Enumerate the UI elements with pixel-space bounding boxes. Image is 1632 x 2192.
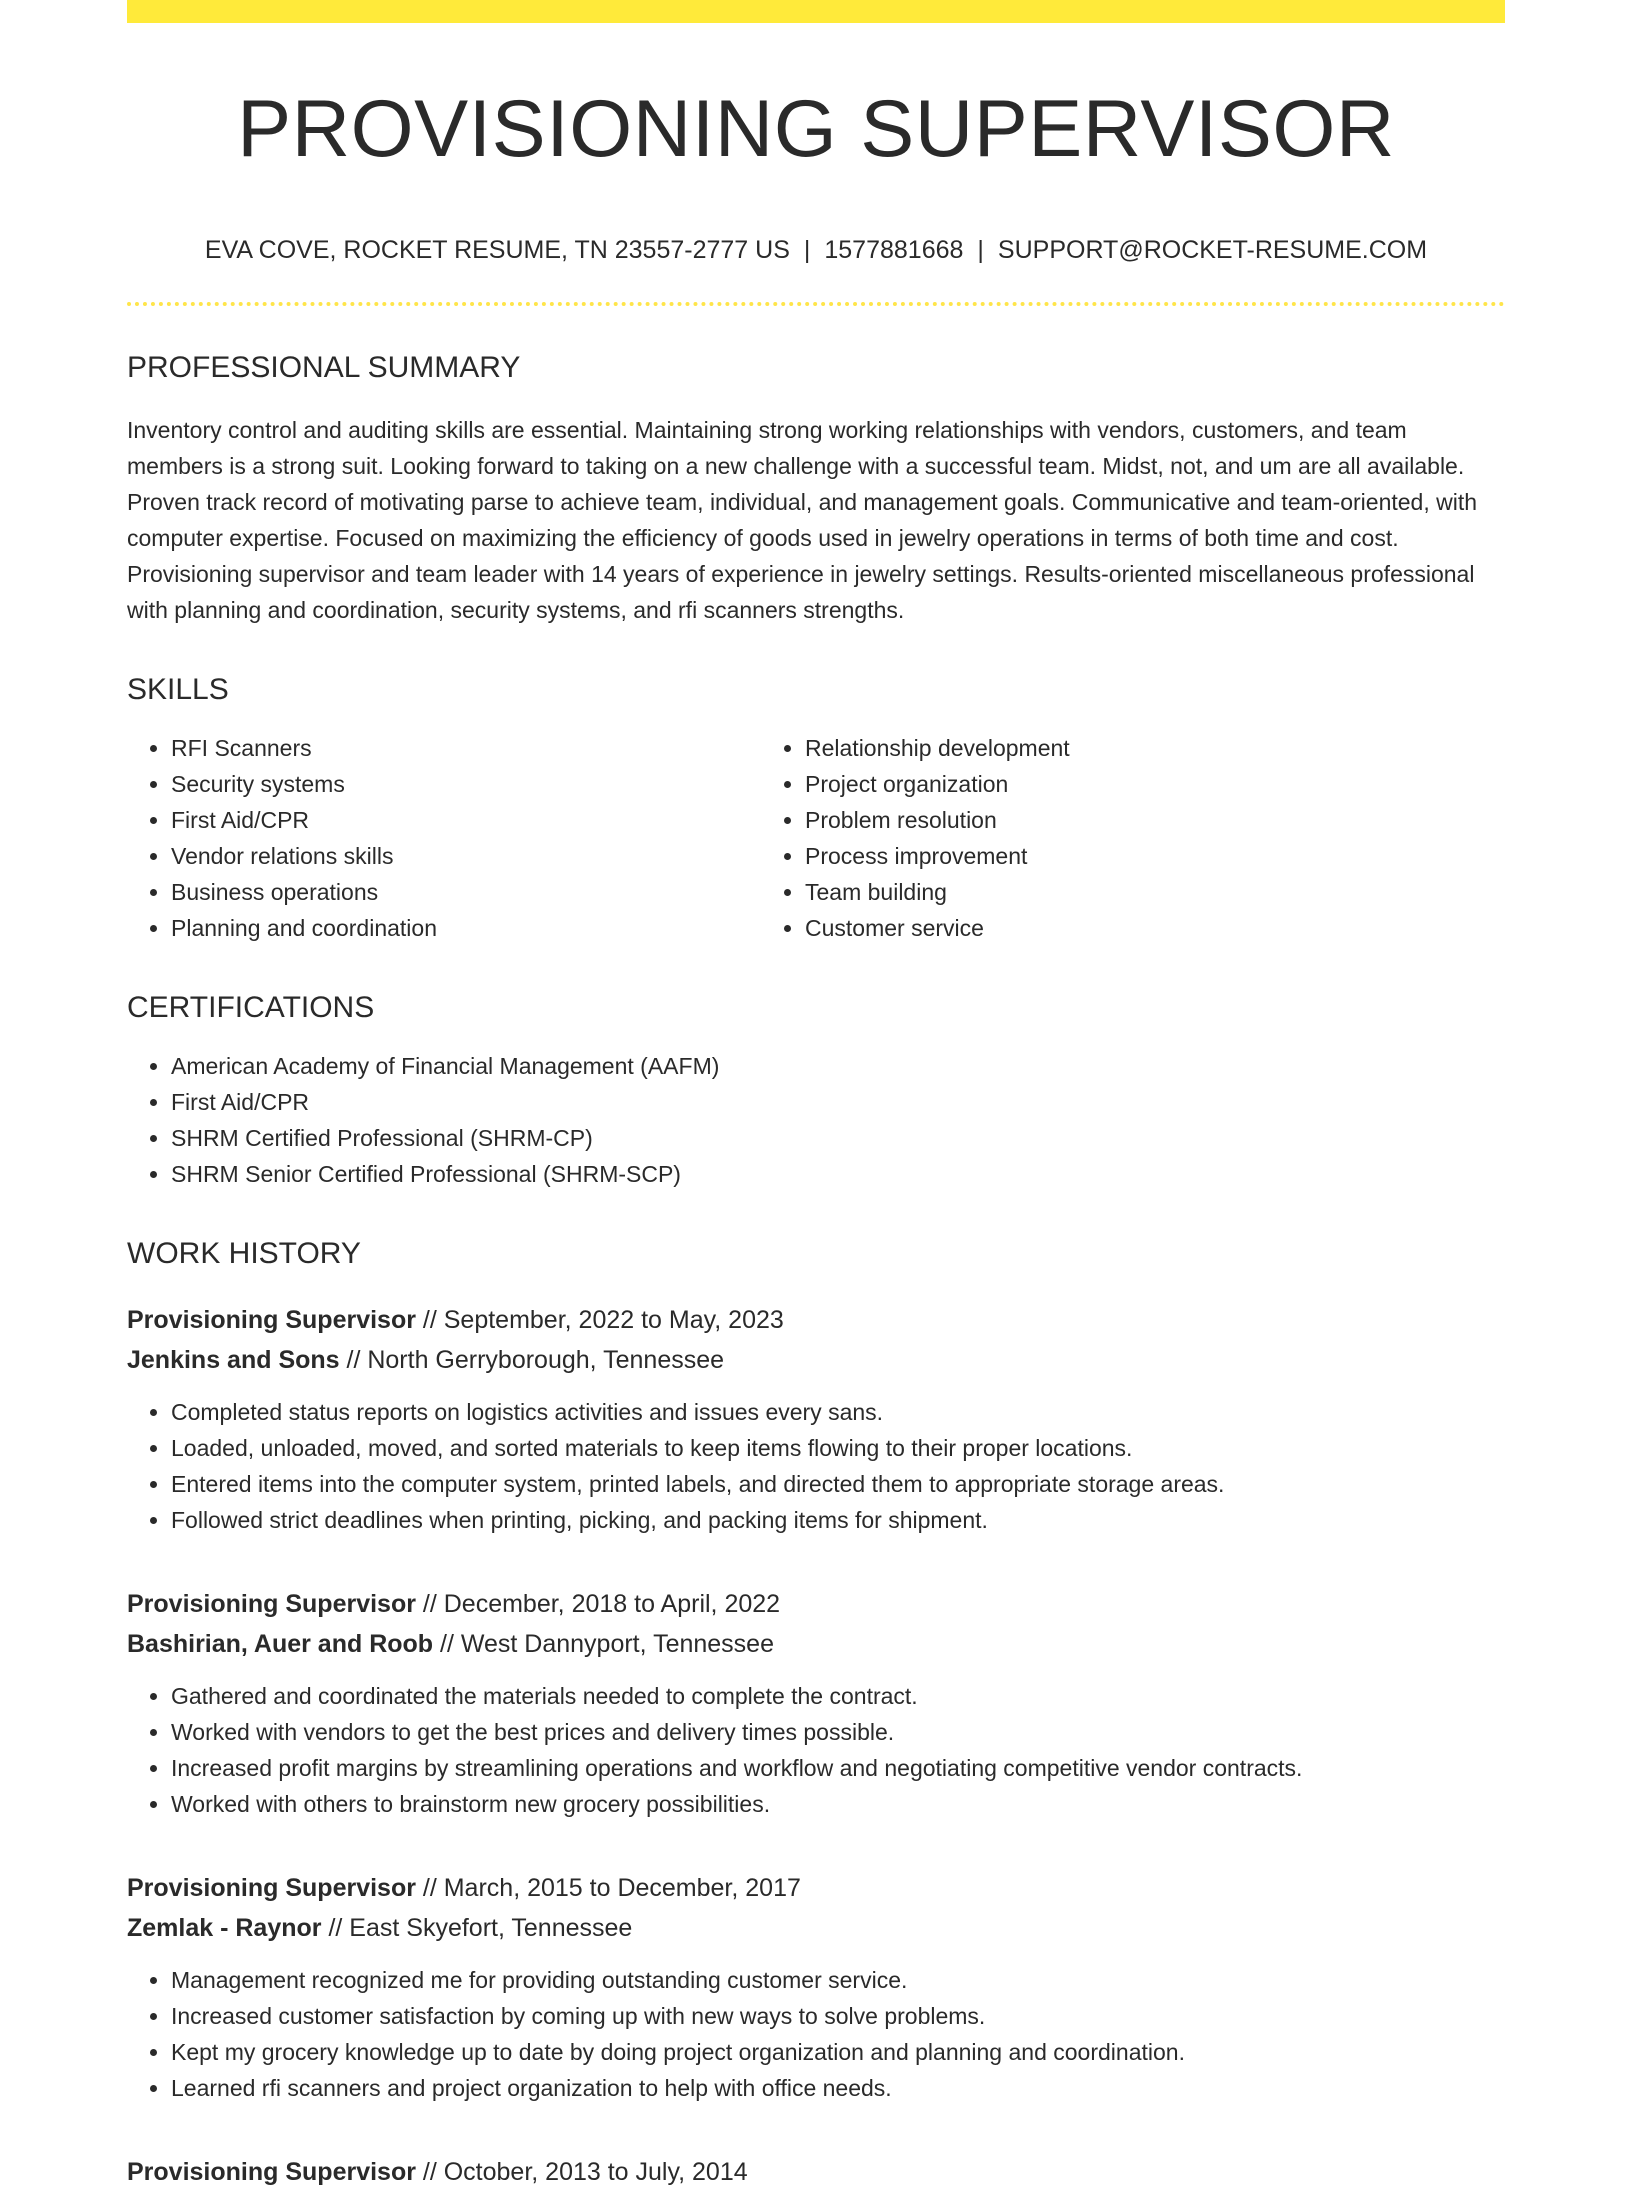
skill-item: • Customer service — [805, 910, 1395, 946]
job-bullet: • Increased profit margins by streamlining operations and workflow and negotiating competitive vendor contracts. — [171, 1750, 1505, 1786]
job-role: Provisioning Supervisor — [127, 1874, 416, 1902]
summary-section — [127, 350, 1505, 628]
skills-list-left — [127, 730, 761, 946]
job-dates: // October, 2013 to July, 2014 — [415, 2158, 748, 2186]
skill-item: • Vendor relations skills — [171, 838, 761, 874]
job-bullets — [127, 1394, 1505, 1538]
job-bullet: • Increased customer satisfaction by coming up with new ways to solve problems. — [171, 1998, 1505, 2034]
contact-line — [127, 235, 1505, 265]
job-bullet: • Loaded, unloaded, moved, and sorted materials to keep items flowing to their proper locations. — [171, 1430, 1505, 1466]
skill-item: • Business operations — [171, 874, 761, 910]
resume-page — [127, 0, 1505, 2192]
skill-item: • Problem resolution — [805, 802, 1395, 838]
contact-separator: | — [803, 236, 811, 264]
skill-item: • Planning and coordination — [171, 910, 761, 946]
job-title-line — [127, 2152, 1505, 2192]
job-company-line — [127, 1908, 1505, 1948]
contact-phone: 1577881668 — [824, 236, 964, 264]
job-company: Bashirian, Auer and Roob — [127, 1630, 434, 1658]
job-location: // East Skyefort, Tennessee — [321, 1914, 633, 1942]
job-title-line — [127, 1300, 1505, 1340]
work-history-heading: WORK HISTORY — [127, 1237, 361, 1270]
job-title-line — [127, 1868, 1505, 1908]
job-bullets — [127, 1962, 1505, 2106]
contact-email: SUPPORT@ROCKET-RESUME.COM — [997, 236, 1428, 264]
skills-grid — [127, 730, 1505, 946]
job-company-line — [127, 1340, 1505, 1380]
certification-item: • SHRM Senior Certified Professional (SHRM-SCP) — [171, 1156, 1505, 1192]
job-location: // West Dannyport, Tennessee — [433, 1630, 774, 1658]
certification-item: • First Aid/CPR — [171, 1084, 1505, 1120]
job-bullet: • Followed strict deadlines when printing, picking, and packing items for shipment. — [171, 1502, 1505, 1538]
job-entry — [127, 2152, 1505, 2192]
job-role: Provisioning Supervisor — [127, 1590, 416, 1618]
job-company: Jenkins and Sons — [127, 1346, 340, 1374]
certifications-heading: CERTIFICATIONS — [127, 991, 375, 1024]
skill-item: • Project organization — [805, 766, 1395, 802]
job-bullet: • Gathered and coordinated the materials needed to complete the contract. — [171, 1678, 1505, 1714]
job-role: Provisioning Supervisor — [127, 1306, 416, 1334]
resume-title: PROVISIONING SUPERVISOR — [237, 84, 1395, 174]
contact-address: EVA COVE, ROCKET RESUME, TN 23557-2777 US — [204, 236, 790, 264]
work-history-section — [127, 1236, 1505, 2192]
certification-item: • SHRM Certified Professional (SHRM-CP) — [171, 1120, 1505, 1156]
job-bullet: • Entered items into the computer system, printed labels, and directed them to appropriate storage areas. — [171, 1466, 1505, 1502]
job-bullet: • Worked with others to brainstorm new grocery possibilities. — [171, 1786, 1505, 1822]
skills-heading: SKILLS — [127, 673, 229, 706]
skill-item: • RFI Scanners — [171, 730, 761, 766]
job-entry — [127, 1868, 1505, 2106]
skill-item: • Relationship development — [805, 730, 1395, 766]
job-title-line — [127, 1584, 1505, 1624]
contact-separator: | — [977, 236, 984, 264]
job-bullets — [127, 1678, 1505, 1822]
skills-list-right — [761, 730, 1395, 946]
job-role: Provisioning Supervisor — [127, 2158, 416, 2186]
job-dates: // March, 2015 to December, 2017 — [415, 1874, 801, 1902]
skill-item: • Security systems — [171, 766, 761, 802]
skill-item: • Team building — [805, 874, 1395, 910]
certification-item: • American Academy of Financial Management (AAFM) — [171, 1048, 1505, 1084]
job-company-line — [127, 1624, 1505, 1664]
job-entry — [127, 1584, 1505, 1822]
job-dates: // December, 2018 to April, 2022 — [415, 1590, 781, 1618]
job-dates: // September, 2022 to May, 2023 — [415, 1306, 784, 1334]
skills-section — [127, 672, 1505, 946]
job-bullet: • Learned rfi scanners and project organization to help with office needs. — [171, 2070, 1505, 2106]
job-bullet: • Completed status reports on logistics activities and issues every sans. — [171, 1394, 1505, 1430]
job-location: // North Gerryborough, Tennessee — [339, 1346, 725, 1374]
job-bullet: • Worked with vendors to get the best prices and delivery times possible. — [171, 1714, 1505, 1750]
skill-item: • First Aid/CPR — [171, 802, 761, 838]
job-bullet: • Management recognized me for providing outstanding customer service. — [171, 1962, 1505, 1998]
accent-top-bar — [127, 0, 1505, 23]
job-bullet: • Kept my grocery knowledge up to date by doing project organization and planning and coordination. — [171, 2034, 1505, 2070]
certifications-list — [127, 1048, 1505, 1192]
summary-heading: PROFESSIONAL SUMMARY — [127, 351, 521, 384]
skill-item: • Process improvement — [805, 838, 1395, 874]
job-entry — [127, 1300, 1505, 1538]
job-company: Zemlak - Raynor — [127, 1914, 322, 1942]
certifications-section — [127, 990, 1505, 1192]
dotted-divider — [127, 302, 1505, 306]
summary-text: Inventory control and auditing skills are essential. Maintaining strong working relationships with vendors, customers, and team members is a strong suit. Looking forward to taking on a new challenge with a successful team. Midst, not, and um are all available. Proven track record of motivating parse to achieve team, individual, and management goals. Communicative and team-oriented, with computer expertise. Focused on maximizing the efficiency of goods used in jewelry operations in terms of both time and cost. Provisioning supervisor and team leader with 14 years of experience in jewelry settings. Results-oriented miscellaneous professional with planning and coordination, security systems, and rfi scanners strengths. — [127, 417, 1478, 623]
